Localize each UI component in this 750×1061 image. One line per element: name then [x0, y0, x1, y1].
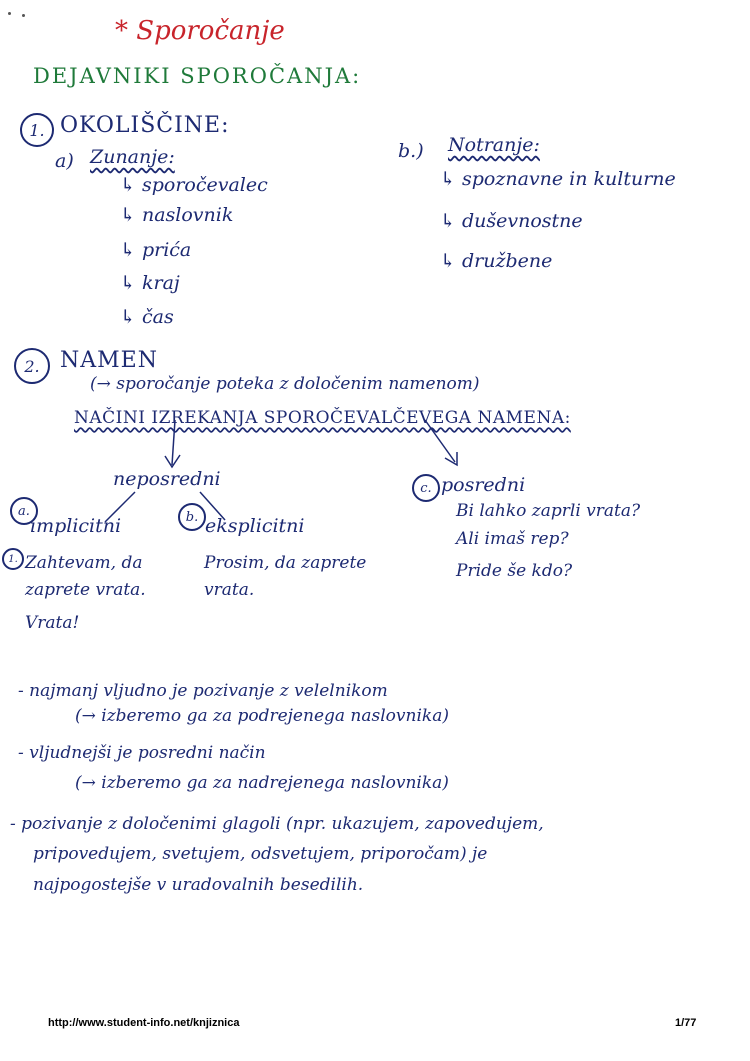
- section1-label: OKOLIŠČINE:: [60, 113, 230, 138]
- zunanje-label: Zunanje:: [90, 146, 175, 168]
- example-marker-1: 1.: [2, 548, 24, 570]
- section-number-2: 2.: [14, 348, 50, 384]
- list-item: ↳ družbene: [440, 250, 553, 272]
- posredni-example: Pride še kdo?: [456, 561, 573, 581]
- list-item: ↳ čas: [120, 306, 174, 328]
- section2-label: NAMEN: [60, 348, 158, 373]
- eksplicitni-marker: b.: [178, 503, 206, 531]
- list-item: ↳ kraj: [120, 272, 180, 294]
- implicitni-marker: a.: [10, 497, 38, 525]
- list-item: ↳ prića: [120, 239, 192, 261]
- posredni-example: Ali imaš rep?: [456, 529, 569, 549]
- implicitni-example: Vrata!: [25, 613, 80, 633]
- page-title: * Sporočanje: [115, 16, 285, 46]
- implicitni-label: implicitni: [30, 515, 122, 537]
- note-line: najpogostejše v uradovalnih besedilih.: [33, 875, 364, 895]
- section-number-1: 1.: [20, 113, 54, 147]
- note-line: - pozivanje z določenimi glagoli (npr. ukazujem, zapovedujem,: [10, 814, 544, 834]
- list-item: ↳ duševnostne: [440, 210, 583, 232]
- posredni-label: posredni: [441, 474, 526, 496]
- note-line: pripovedujem, svetujem, odsvetujem, priporočam) je: [33, 844, 488, 864]
- notranje-marker: b.): [398, 140, 424, 162]
- zunanje-marker: a): [55, 150, 74, 172]
- notranje-label: Notranje:: [448, 134, 540, 156]
- neposredni-label: neposredni: [113, 468, 221, 490]
- section2-note: (→ sporočanje poteka z določenim namenom): [90, 374, 480, 394]
- implicitni-example: Zahtevam, da zaprete vrata.: [25, 553, 146, 601]
- footer-page-number: 1/77: [675, 1017, 697, 1029]
- eksplicitni-label: eksplicitni: [205, 515, 305, 537]
- note-line: (→ izberemo ga za podrejenega naslovnika): [75, 706, 449, 726]
- note-line: (→ izberemo ga za nadrejenega naslovnika): [75, 773, 449, 793]
- note-line: - vljudnejši je posredni način: [18, 743, 266, 763]
- list-item: ↳ spoznavne in kulturne: [440, 168, 676, 190]
- posredni-example: Bi lahko zaprli vrata?: [456, 501, 641, 521]
- section2-subheading: NAČINI IZREKANJA SPOROČEVALČEVEGA NAMENA:: [74, 408, 571, 428]
- list-item: ↳ naslovnik: [120, 204, 234, 226]
- eksplicitni-example: Prosim, da zaprete vrata.: [204, 553, 367, 601]
- posredni-marker: c.: [412, 474, 440, 502]
- list-item: ↳ sporočevalec: [120, 174, 268, 196]
- footer-url: http://www.student-info.net/knjiznica: [48, 1017, 240, 1029]
- main-heading: DEJAVNIKI SPOROČANJA:: [33, 64, 362, 88]
- note-line: - najmanj vljudno je pozivanje z velelnikom: [18, 681, 388, 701]
